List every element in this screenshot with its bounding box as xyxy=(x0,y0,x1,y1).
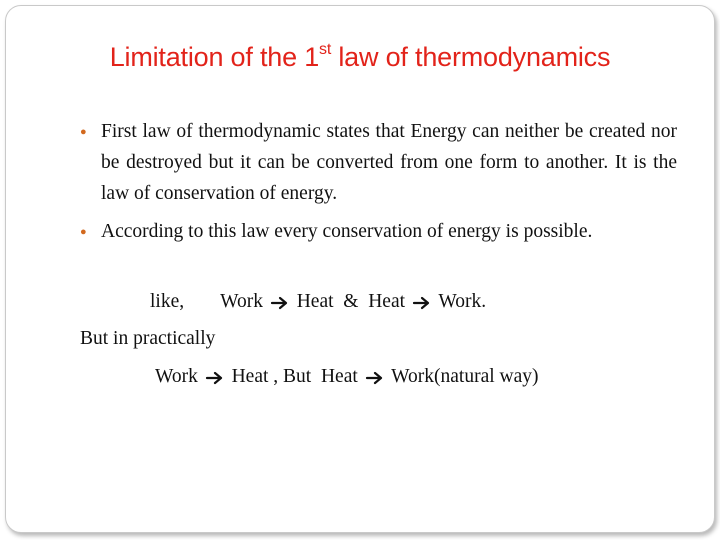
practical-work-1: Work xyxy=(155,366,198,387)
example-work-1: Work xyxy=(220,291,263,312)
practical-work-natural: Work(natural way) xyxy=(391,366,539,387)
right-arrow-icon xyxy=(412,295,432,311)
example-heat-2: Heat xyxy=(368,291,406,312)
bullet-text-2: According to this law every conservation of energy is possible. xyxy=(101,221,593,242)
practical-line xyxy=(155,361,539,392)
example-work-2: Work. xyxy=(438,291,487,312)
but-line: But in practically xyxy=(80,328,216,349)
slide-frame xyxy=(5,5,715,533)
right-arrow-icon xyxy=(205,370,225,386)
example-heat-1: Heat xyxy=(296,291,334,312)
slide-title xyxy=(0,42,720,73)
practical-heat-2: Heat xyxy=(320,366,358,387)
example-line xyxy=(150,286,486,317)
example-ampersand: & xyxy=(343,291,359,312)
title-superscript: st xyxy=(319,41,332,58)
example-prefix: like, xyxy=(150,291,185,312)
bullet-text-1: First law of thermodynamic states that Energy can neither be created nor be destroyed but it can be converted from one form to another. It is the law of conservation of energy. xyxy=(101,121,677,204)
title-pre: Limitation of the 1 xyxy=(109,42,320,72)
practical-heat-but: Heat , But xyxy=(231,366,312,387)
bullet-dot-icon: ● xyxy=(80,226,87,238)
right-arrow-icon xyxy=(270,295,290,311)
title-post: law of thermodynamics xyxy=(331,42,611,72)
bullet-dot-icon: ● xyxy=(80,126,87,138)
right-arrow-icon xyxy=(365,370,385,386)
